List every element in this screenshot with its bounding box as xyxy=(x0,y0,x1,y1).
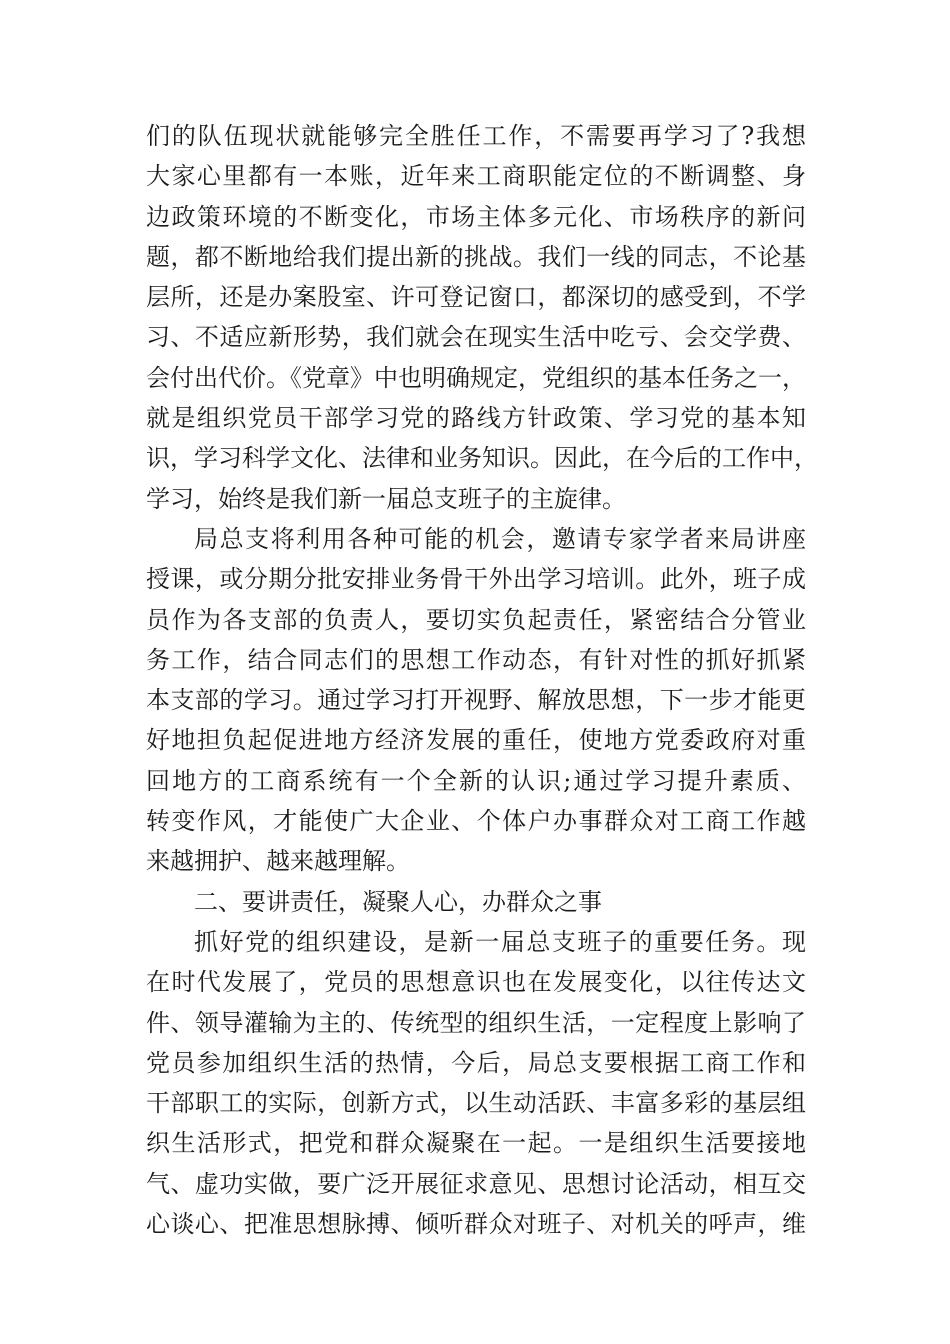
paragraph xyxy=(146,519,806,882)
text-line: 好地担负起促进地方经济发展的重任，使地方党委政府对重 xyxy=(146,726,806,755)
text-line: 件、领导灌输为主的、传统型的组织生活，一定程度上影响了 xyxy=(146,1008,806,1037)
text-line: 党员参加组织生活的热情，今后，局总支要根据工商工作和 xyxy=(146,1048,806,1077)
section-heading xyxy=(146,882,806,922)
text-line: 员作为各支部的负责人，要切实负起责任，紧密结合分管业 xyxy=(146,605,806,634)
text-line: 抓好党的组织建设，是新一届总支班子的重要任务。现 xyxy=(194,927,806,956)
text-line: 务工作，结合同志们的思想工作动态，有针对性的抓好抓紧 xyxy=(146,645,806,674)
text-line: 心谈心、把准思想脉搏、倾听群众对班子、对机关的呼声，维 xyxy=(146,1210,806,1239)
paragraph xyxy=(146,116,818,519)
text-line: 识，学习科学文化、法律和业务知识。因此，在今后的工作中， xyxy=(146,444,818,473)
text-line: 题，都不断地给我们提出新的挑战。我们一线的同志，不论基 xyxy=(146,242,806,271)
text-line: 来越拥护、越来越理解。 xyxy=(146,847,410,876)
text-line: 会付出代价。《党章》中也明确规定，党组织的基本任务之一， xyxy=(146,363,806,392)
text-line: 们的队伍现状就能够完全胜任工作，不需要再学习了?我想 xyxy=(146,122,806,150)
text-line: 层所，还是办案股室、许可登记窗口，都深切的感受到，不学 xyxy=(146,283,806,312)
text-line: 边政策环境的不断变化，市场主体多元化、市场秩序的新问 xyxy=(146,202,806,231)
text-line: 授课，或分期分批安排业务骨干外出学习培训。此外，班子成 xyxy=(146,565,806,594)
text-line: 转变作风，才能使广大企业、个体户办事群众对工商工作越 xyxy=(146,807,806,836)
text-line: 本支部的学习。通过学习打开视野、解放思想，下一步才能更 xyxy=(146,686,806,715)
text-line: 气、虚功实做，要广泛开展征求意见、思想讨论活动，相互交 xyxy=(146,1169,806,1198)
text-line: 在时代发展了，党员的思想意识也在发展变化，以往传达文 xyxy=(146,968,806,997)
text-line: 习、不适应新形势，我们就会在现实生活中吃亏、会交学费、 xyxy=(146,323,806,352)
text-line: 织生活形式，把党和群众凝聚在一起。一是组织生活要接地 xyxy=(146,1129,806,1158)
paragraph xyxy=(146,922,806,1244)
text-line: 就是组织党员干部学习党的路线方针政策、学习党的基本知 xyxy=(146,404,806,433)
text-line: 学习，始终是我们新一届总支班子的主旋律。 xyxy=(146,484,626,513)
text-line: 回地方的工商系统有一个全新的认识;通过学习提升素质、 xyxy=(146,766,806,795)
text-line: 局总支将利用各种可能的机会，邀请专家学者来局讲座 xyxy=(194,524,806,553)
text-line: 干部职工的实际，创新方式，以生动活跃、丰富多彩的基层组 xyxy=(146,1089,806,1118)
heading-text: 二、要讲责任，凝聚人心，办群众之事 xyxy=(194,887,602,916)
text-line: 大家心里都有一本账，近年来工商职能定位的不断调整、身 xyxy=(146,162,806,191)
body-text xyxy=(146,116,818,1244)
